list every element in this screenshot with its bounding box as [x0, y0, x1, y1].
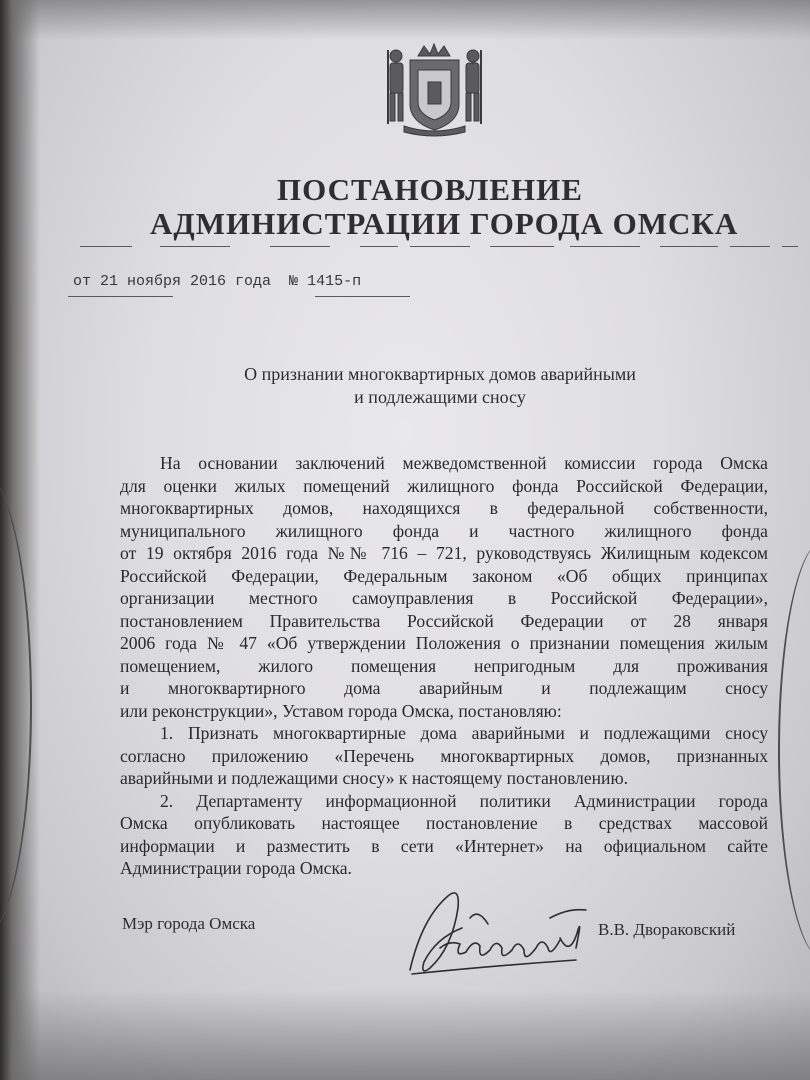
body-line: организации местного самоуправления в Российской Федерации»,	[120, 588, 768, 608]
top-shadow	[0, 0, 810, 40]
body-line: муниципального жилищного фонда и частного жилищного фонда	[120, 520, 768, 541]
title-underline-dashes	[70, 246, 800, 248]
body-line: 2. Департаменту информационной политики Администрации города	[160, 790, 768, 811]
handwritten-signature-icon	[400, 878, 590, 988]
body-line: или реконструкции», Уставом города Омска, постановляю:	[120, 700, 562, 721]
body-line: согласно приложению «Перечень многоквартирных домов, признанных	[120, 745, 768, 766]
document-number: № 1415-п	[289, 273, 362, 290]
signatory-position: Мэр города Омска	[122, 914, 256, 933]
number-underline	[315, 296, 410, 297]
body-line: помещением, жилого помещения непригодным для проживания	[120, 655, 768, 676]
body-line: и многоквартирного дома аварийным и подлежащим сносу	[120, 678, 768, 698]
bottom-shadow	[0, 990, 810, 1080]
subject-line2: и подлежащими сносу	[354, 387, 526, 407]
subject-line1: О признании многоквартирных домов аварийными	[244, 364, 636, 384]
body-line: аварийными и подлежащими сносу» к настоящему постановлению.	[120, 768, 629, 788]
body-line: 1. Признать многоквартирные дома аварийными и подлежащими сносу	[160, 723, 768, 743]
document-date: от 21 ноября 2016 года	[73, 273, 272, 290]
body-line: для оценки жилых помещений жилищного фонда Российской Федерации,	[120, 475, 768, 496]
document-body	[120, 452, 768, 880]
signatory-name: В.В. Двораковский	[598, 920, 736, 939]
body-line: от 19 октября 2016 года №№ 716 – 721, руководствуясь Жилищным кодексом	[120, 543, 768, 563]
body-line: Администрации города Омска.	[120, 858, 352, 878]
date-underline	[68, 296, 173, 297]
body-line: Российской Федерации, Федеральным законом «Об общих принципах	[120, 565, 768, 586]
body-line: постановлением Правительства Российской Федерации от 28 января	[120, 610, 768, 631]
omsk-coat-of-arms-icon	[382, 42, 487, 137]
body-line: многоквартирных домов, находящихся в федеральной собственности,	[120, 498, 768, 518]
body-line: На основании заключений межведомственной комиссии города Омска	[160, 453, 768, 473]
body-line: информации и разместить в сети «Интернет» на официальном сайте	[120, 835, 768, 856]
right-paper-curl	[778, 540, 810, 960]
body-line: Омска опубликовать настоящее постановление в средствах массовой	[120, 813, 768, 833]
document-title-line1: ПОСТАНОВЛЕНИЕ	[277, 172, 583, 207]
document-title-line2: АДМИНИСТРАЦИИ ГОРОДА ОМСКА	[150, 206, 739, 241]
document-date-number	[73, 273, 361, 290]
body-line: 2006 года № 47 «Об утверждении Положения о признании помещения жилым	[120, 633, 768, 653]
